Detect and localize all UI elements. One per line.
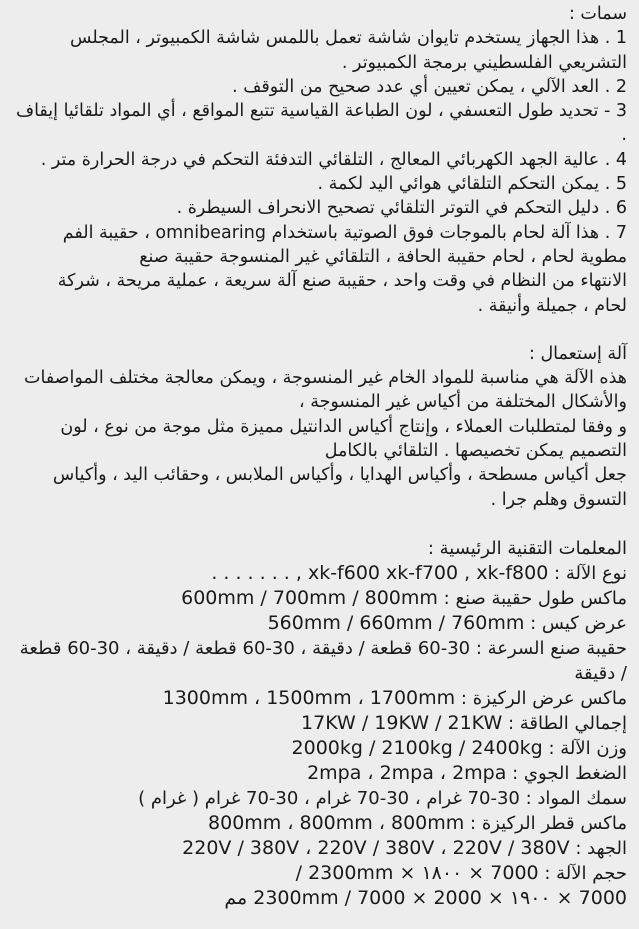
feature-line: 4 . عالية الجهد الكهربائي المعالج ، التلقائي التدفئة التحكم في درجة الحرارة متر . xyxy=(40,149,627,170)
usage-line: التصميم يمكن تخصيصها . التلقائي بالكامل xyxy=(324,441,627,462)
section-spacer xyxy=(10,512,627,536)
feature-line: . xyxy=(621,125,627,146)
features-section xyxy=(10,2,627,318)
feature-line: مطوية لحام ، لحام حقيبة الحافة ، التلقائي غير المنسوجة حقيبة صنع xyxy=(139,246,627,267)
spec-row xyxy=(10,761,627,786)
spec-label: ماكس قطر الركيزة : xyxy=(470,812,627,834)
spec-value: xk-f600 xk-f700 , xk-f800 , . . . . . . . xyxy=(211,561,549,584)
spec-value: 800mm ، 800mm ، 800mm xyxy=(208,811,465,834)
feature-line: الانتهاء من النظام في وقت واحد ، حقيبة صنع آلة سريعة ، عملية مريحة ، شركة xyxy=(57,271,627,292)
feature-line: لحام ، جميلة وأنيقة . xyxy=(477,295,627,316)
feature-line: 2 . العد الآلي ، يمكن تعيين أي عدد صحيح من التوقف . xyxy=(232,76,627,97)
spec-row xyxy=(10,836,627,861)
feature-line: 3 - تحديد طول التعسفي ، لون الطباعة القياسية تتبع المواقع ، أي المواد تلقائيا إيقاف xyxy=(15,101,627,122)
spec-row xyxy=(10,736,627,761)
section-spacer xyxy=(10,318,627,342)
spec-label: ماكس عرض الركيزة : xyxy=(460,687,627,709)
usage-line: هذه الآلة هي مناسبة للمواد الخام غير المنسوجة ، ويمكن معالجة مختلف المواصفات xyxy=(24,368,627,389)
spec-value: 600mm / 700mm / 800mm xyxy=(181,586,438,609)
specs-section xyxy=(10,536,627,911)
spec-label: ماكس طول حقيبة صنع : xyxy=(443,587,627,609)
spec-row xyxy=(10,686,627,711)
spec-value: 30-70 غرام ، 30-70 غرام ، 30-70 غرام ( غرام ) xyxy=(138,787,520,809)
spec-row xyxy=(10,786,627,811)
spec-label: الجهد : xyxy=(575,837,627,859)
feature-line: 7 . هذا آلة لحام بالموجات فوق الصوتية باستخدام omnibearing ، حقيبة الفم xyxy=(62,222,627,243)
usage-line: التسوق وهلم جرا . xyxy=(490,489,627,510)
spec-value: 1300mm ، 1500mm ، 1700mm xyxy=(162,686,456,709)
spec-label: حقيبة صنع السرعة : xyxy=(475,637,627,659)
spec-row xyxy=(10,811,627,836)
spec-label: وزن الآلة : xyxy=(548,737,627,759)
spec-label: الضغط الجوي : xyxy=(512,762,627,784)
spec-value: 220V / 380V ، 220V / 380V ، 220V / 380V xyxy=(182,836,570,859)
feature-line: 1 . هذا الجهاز يستخدم تايوان شاشة تعمل باللمس شاشة الكمبيوتر ، المجلس xyxy=(70,28,627,49)
spec-value: 17KW / 19KW / 21KW xyxy=(301,711,503,734)
spec-label: عرض كيس : xyxy=(530,612,627,634)
spec-row xyxy=(10,636,627,661)
usage-line: والأشكال المختلفة من أكياس غير المنسوجة ، xyxy=(298,392,627,413)
spec-row xyxy=(10,861,627,886)
spec-label: سمك المواد : xyxy=(525,787,627,809)
spec-value: 30-60 قطعة / دقيقة ، 30-60 قطعة / دقيقة ، 30-60 قطعة xyxy=(19,637,471,659)
spec-value: 7000 × ١٨٠٠ × 2300mm / xyxy=(295,861,539,884)
spec-row xyxy=(10,711,627,736)
spec-label: حجم الآلة : xyxy=(544,862,627,884)
spec-label: نوع الآلة : xyxy=(554,562,627,584)
spec-value: 7000 × ١٩٠٠ × 2000 × 7000 / 2300mm مم xyxy=(224,886,627,909)
feature-line: التشريعي الفلسطيني برمجة الكمبيوتر . xyxy=(341,52,627,73)
spec-row xyxy=(10,661,627,686)
features-heading: سمات : xyxy=(568,4,627,24)
spec-value: 2mpa ، 2mpa ، 2mpa xyxy=(307,761,507,784)
usage-section xyxy=(10,342,627,512)
spec-row xyxy=(10,611,627,636)
usage-line: جعل أكياس مسطحة ، وأكياس الهدايا ، وأكياس الملابس ، وحقائب اليد ، وأكياس xyxy=(52,465,627,486)
spec-row xyxy=(10,586,627,611)
spec-value: 2000kg / 2100kg / 2400kg xyxy=(291,736,543,759)
spec-label: إجمالي الطاقة : xyxy=(507,712,627,734)
feature-line: 5 . يمكن التحكم التلقائي هوائي اليد لكمة . xyxy=(317,174,627,195)
spec-row xyxy=(10,886,627,911)
spec-row xyxy=(10,561,627,586)
spec-value: / دقيقة xyxy=(574,662,627,684)
spec-value: 560mm / 660mm / 760mm xyxy=(267,611,525,634)
specs-heading: المعلمات التقنية الرئيسية : xyxy=(427,537,627,559)
usage-heading: آلة إستعمال : xyxy=(528,343,627,364)
usage-line: و وفقا لمتطلبات العملاء ، وإنتاج أكياس الدانتيل مميزة مثل موجة من نوع ، لون xyxy=(60,416,627,437)
feature-line: 6 . دليل التحكم في التوتر التلقائي تصحيح الانحراف السيطرة . xyxy=(176,198,627,219)
